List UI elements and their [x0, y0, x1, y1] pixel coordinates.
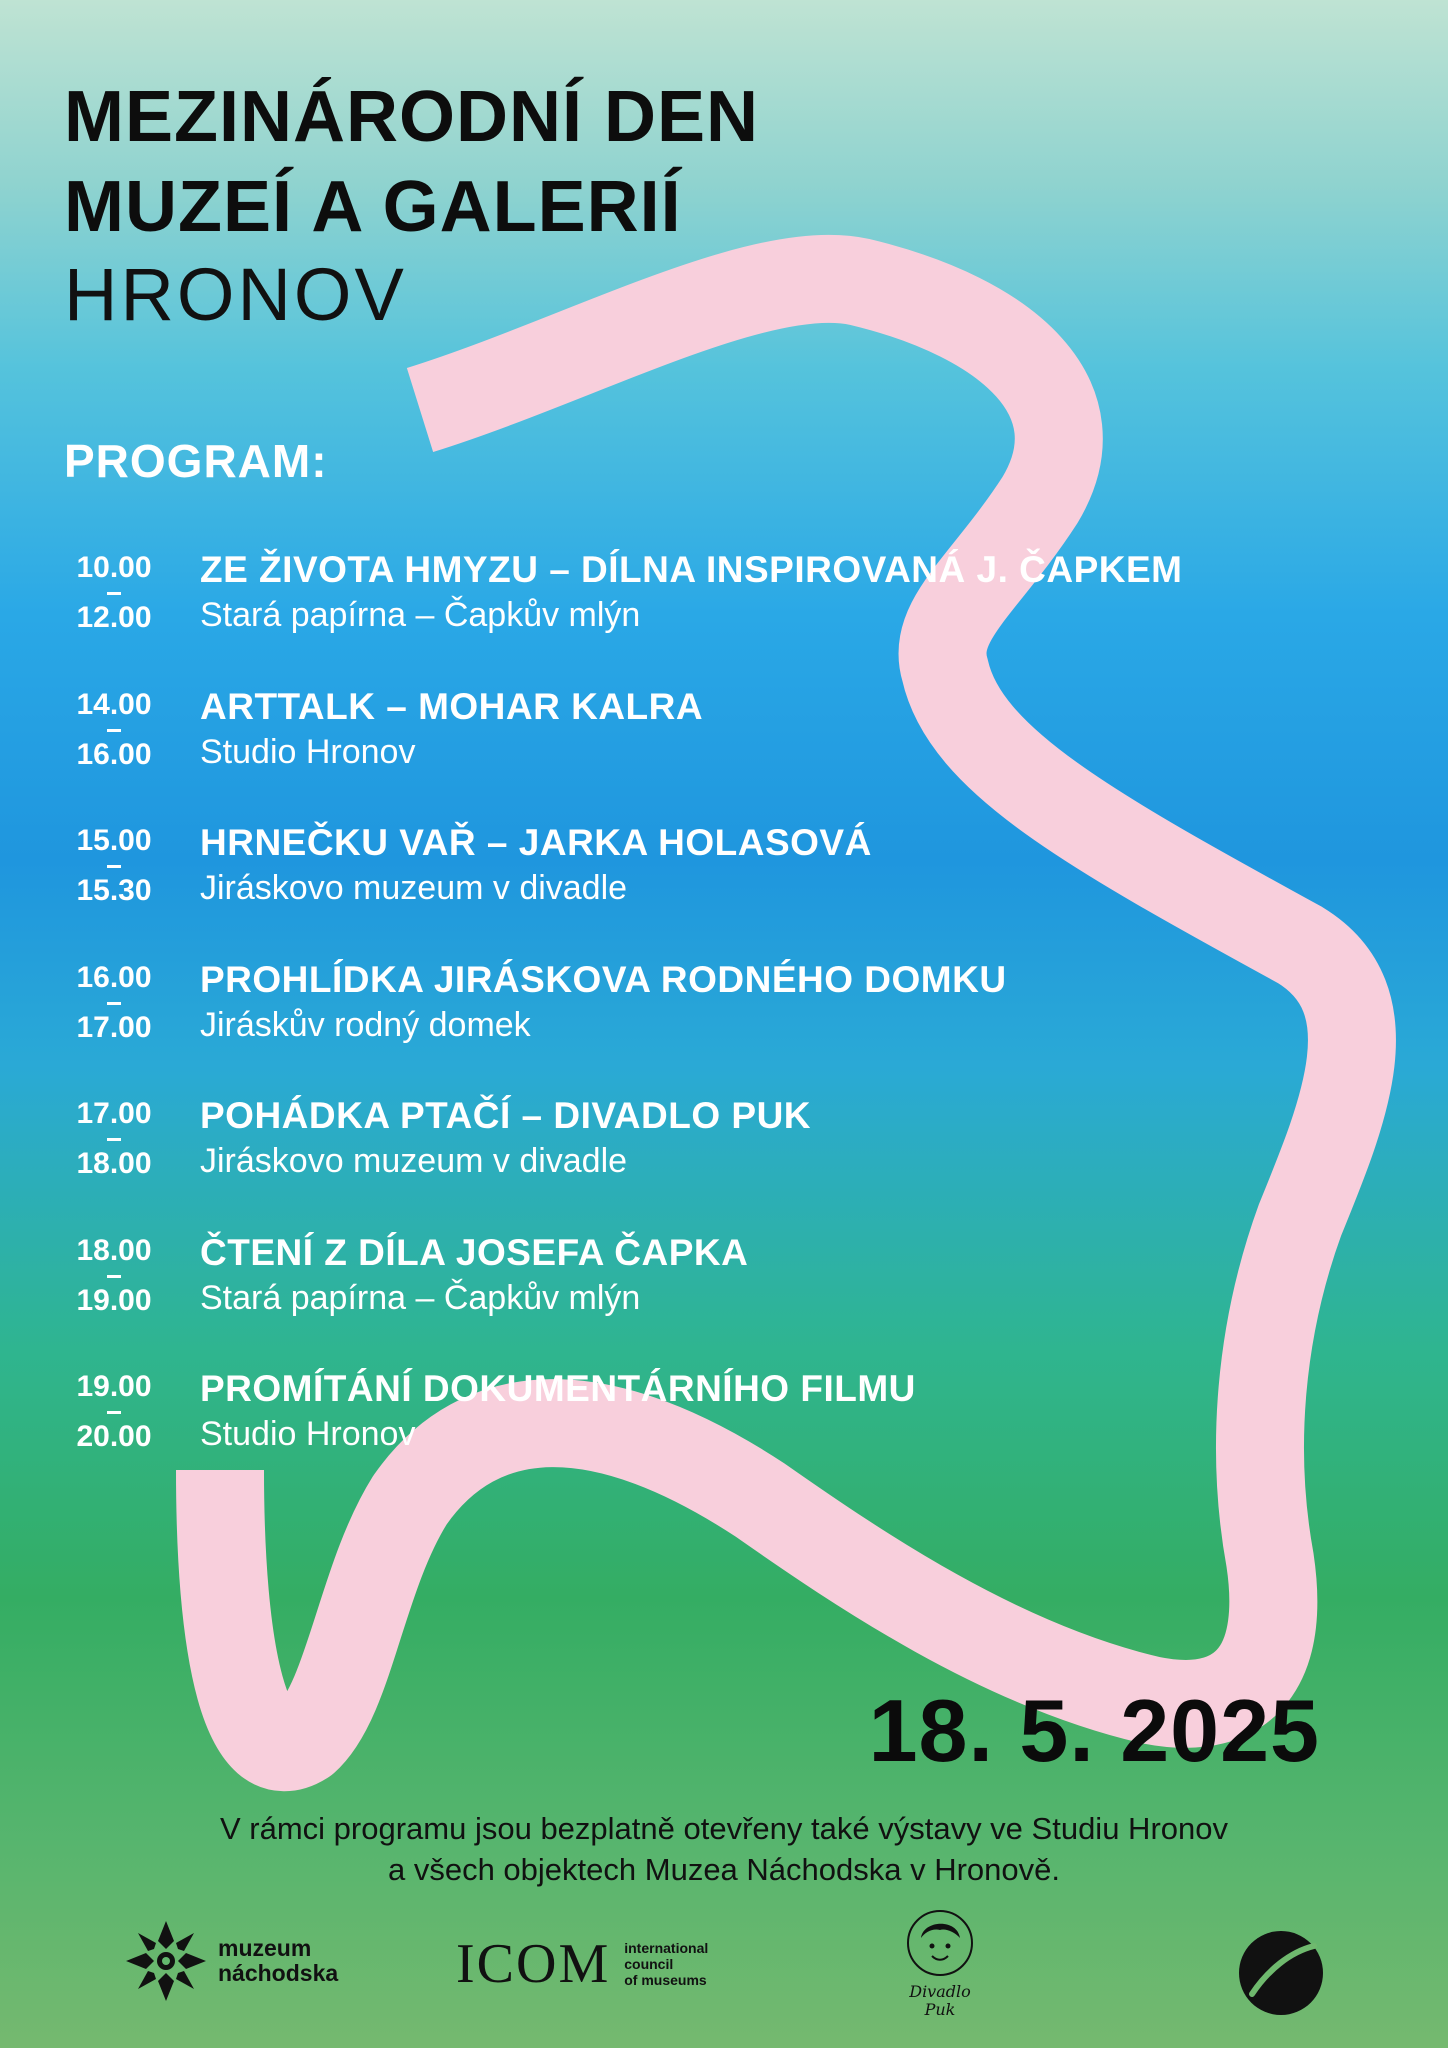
icom-wordmark: ICOM: [456, 1933, 611, 1995]
program-item: [62, 548, 1392, 685]
event-place: Studio Hronov: [200, 1415, 416, 1453]
time-range: [62, 1094, 166, 1184]
event-date: 18. 5. 2025: [868, 1681, 1320, 1780]
event-place: Studio Hronov: [200, 732, 416, 771]
logo-muzeum-nachodska: [124, 1916, 338, 2006]
time-separator: [107, 865, 121, 868]
event-place: Stará papírna – Čapkův mlýn: [200, 1278, 641, 1317]
time-range: [62, 958, 166, 1048]
program-item: [62, 958, 1392, 1095]
program-item: [62, 1231, 1392, 1368]
end-time: 18.00: [76, 1147, 152, 1180]
event-title: POHÁDKA PTAČÍ – DIVADLO PUK: [200, 1095, 812, 1136]
start-time: 10.00: [76, 551, 152, 584]
event-place: Stará papírna – Čapkův mlýn: [200, 596, 641, 634]
event-place: Jiráskovo muzeum v divadle: [200, 1142, 628, 1180]
end-time: 20.00: [76, 1420, 152, 1453]
note-line-1: V rámci programu jsou bezplatně otevřeny také výstavy ve Studiu Hronov: [220, 1811, 1228, 1846]
time-separator: [107, 1275, 121, 1278]
end-time: 12.00: [76, 601, 152, 634]
program-item: [62, 821, 1392, 958]
start-time: 15.00: [76, 824, 152, 857]
muzeum-flower-icon: [124, 1919, 208, 2003]
title-line-1: MEZINÁRODNÍ DEN: [64, 77, 759, 157]
time-separator: [107, 592, 121, 595]
start-time: 14.00: [76, 687, 152, 721]
time-range: [62, 1367, 166, 1457]
logo-partner: [1238, 1930, 1324, 2021]
circle-slash-icon: [1238, 1930, 1324, 2016]
muzeum-line-1: muzeum: [218, 1935, 312, 1961]
puk-line-2: Puk: [924, 2000, 956, 2019]
event-title: PROHLÍDKA JIRÁSKOVA RODNÉHO DOMKU: [200, 958, 1007, 1000]
program-item: [62, 685, 1392, 822]
time-separator: [107, 729, 121, 732]
time-range: [62, 548, 166, 638]
event-title: PROMÍTÁNÍ DOKUMENTÁRNÍHO FILMU: [200, 1368, 916, 1409]
title-line-2: MUZEÍ A GALERIÍ: [64, 167, 682, 247]
start-time: 19.00: [76, 1370, 152, 1403]
end-time: 19.00: [76, 1283, 152, 1317]
puk-line-1: Divadlo: [909, 1982, 971, 2001]
start-time: 16.00: [76, 960, 152, 994]
city-name: HRONOV: [64, 253, 407, 336]
time-separator: [107, 1138, 121, 1141]
footer-note: [0, 1808, 1448, 1890]
end-time: 16.00: [76, 737, 152, 771]
time-range: [62, 1231, 166, 1321]
start-time: 17.00: [76, 1097, 152, 1130]
time-separator: [107, 1411, 121, 1414]
logo-icom: [456, 1932, 708, 1996]
time-range: [62, 821, 166, 911]
time-separator: [107, 1002, 121, 1005]
icom-line-2: council: [624, 1956, 674, 1972]
logo-divadlo-puk: [890, 1908, 990, 2019]
event-title: HRNEČKU VAŘ – JARKA HOLASOVÁ: [200, 822, 872, 863]
icom-line-1: international: [624, 1940, 709, 1956]
icom-line-3: of museums: [624, 1972, 707, 1988]
program-item: [62, 1094, 1392, 1231]
event-title: ZE ŽIVOTA HMYZU – DÍLNA INSPIROVANÁ J. ČAPKEM: [200, 549, 1183, 590]
start-time: 18.00: [76, 1233, 152, 1267]
end-time: 15.30: [76, 874, 152, 907]
event-place: Jiráskův rodný domek: [200, 1005, 531, 1044]
event-title: ARTTALK – MOHAR KALRA: [200, 685, 704, 727]
puppet-face-icon: [905, 1908, 975, 1978]
poster-title: [64, 72, 759, 252]
program-item: [62, 1367, 1392, 1504]
program-list: [62, 548, 1392, 1504]
event-place: Jiráskovo muzeum v divadle: [200, 869, 628, 907]
muzeum-line-2: náchodska: [218, 1960, 339, 1986]
program-heading: PROGRAM:: [64, 435, 328, 487]
end-time: 17.00: [76, 1010, 152, 1044]
note-line-2: a všech objektech Muzea Náchodska v Hronově.: [387, 1852, 1061, 1887]
event-title: ČTENÍ Z DÍLA JOSEFA ČAPKA: [200, 1231, 749, 1273]
time-range: [62, 685, 166, 775]
